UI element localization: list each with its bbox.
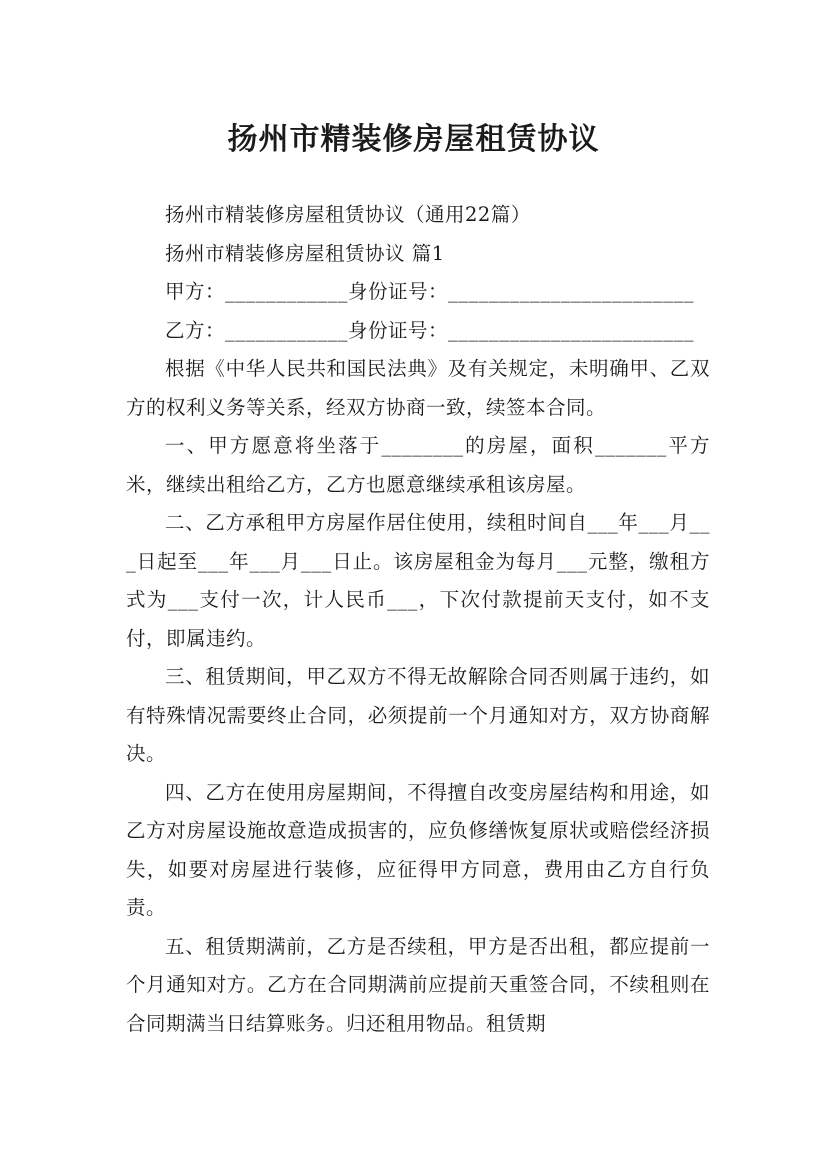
clause-2-paragraph: 二、乙方承租甲方房屋作居住使用，续租时间自___年___月___日起至___年___月___日止。该房屋租金为每月___元整，缴租方式为___支付一次，计人民币___，下次付款提前天支付，如不支付，即属违约。 [126,511,710,650]
collection-heading: 扬州市精装修房屋租赁协议（通用22篇） [165,203,531,226]
party-a-line: 甲方：____________身份证号：________________________ [165,280,695,303]
document-title: 扬州市精装修房屋租赁协议 [227,122,600,158]
clause-4-paragraph: 四、乙方在使用房屋期间，不得擅自改变房屋结构和用途，如乙方对房屋设施故意造成损害的，应负修缮恢复原状或赔偿经济损失，如要对房屋进行装修，应征得甲方同意，费用由乙方自行负责。 [126,780,710,919]
article-heading: 扬州市精装修房屋租赁协议 篇1 [165,241,445,265]
clause-3-paragraph: 三、租赁期间，甲乙双方不得无故解除合同否则属于违约，如有特殊情况需要终止合同，必须提前一个月通知对方，双方协商解决。 [126,665,710,765]
document-body [126,196,710,1043]
party-b-line: 乙方：____________身份证号：________________________ [165,318,695,342]
clause-1-paragraph: 一、甲方愿意将坐落于________的房屋，面积_______平方米，继续出租给乙方，乙方也愿意继续承租该房屋。 [126,434,710,496]
preamble-paragraph: 根据《中华人民共和国民法典》及有关规定，未明确甲、乙双方的权利义务等关系，经双方协商一致，续签本合同。 [126,357,710,419]
clause-5-paragraph: 五、租赁期满前，乙方是否续租，甲方是否出租，都应提前一个月通知对方。乙方在合同期满前应提前天重签合同，不续租则在合同期满当日结算账务。归还租用物品。租赁期 [126,934,710,1035]
